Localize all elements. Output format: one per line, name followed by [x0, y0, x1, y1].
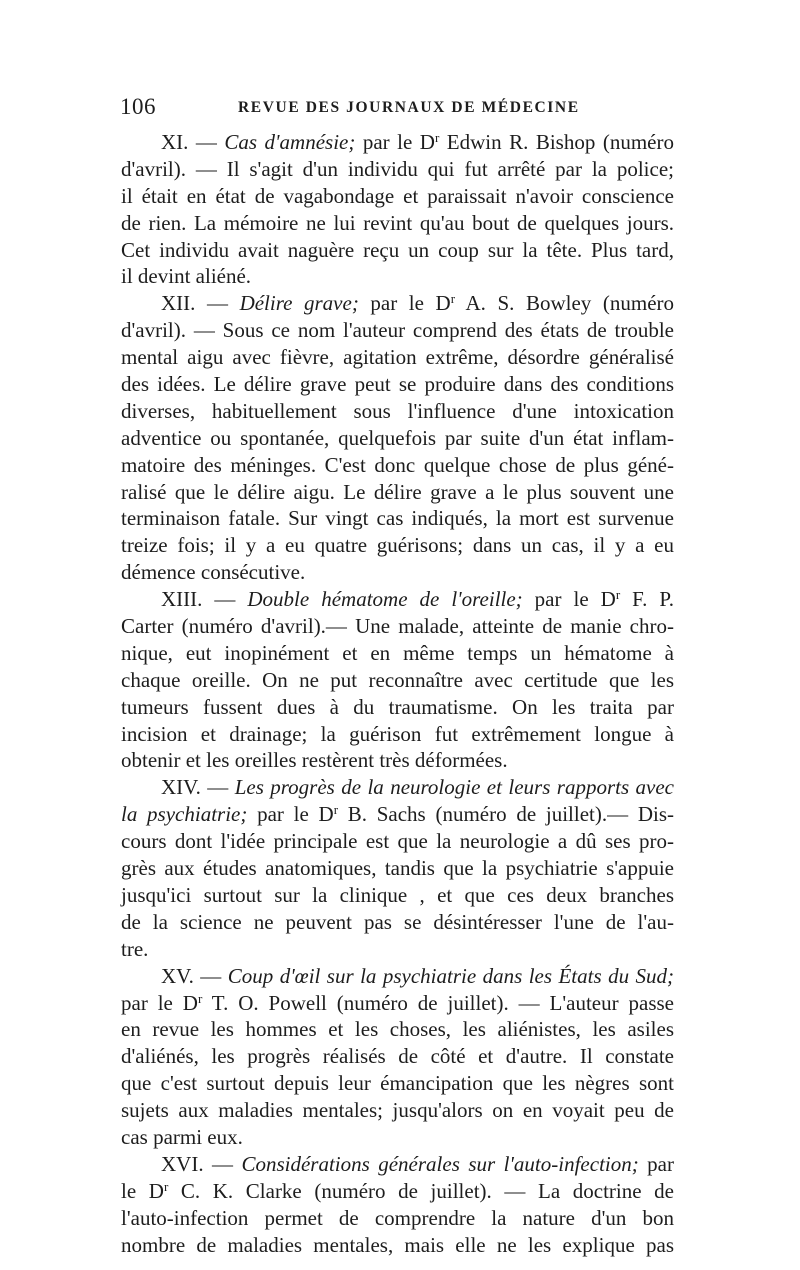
text-line — [121, 129, 674, 156]
text-run: T. O. Powell (numéro de juillet). — L'auteur passe — [202, 990, 675, 1015]
text-run: par le D — [522, 587, 616, 612]
italic-title: la psychiatrie; — [121, 802, 248, 827]
superscript: r — [434, 130, 440, 145]
text-run: XIV. — — [161, 775, 235, 800]
text-run: le D — [121, 1178, 164, 1203]
text-run: incision et drainage; la guérison fut extrêmement longue à — [121, 721, 674, 746]
text-run: XI. — — [161, 130, 225, 154]
text-run: démence consécutive. — [121, 560, 306, 585]
text-run: il était en état de vagabondage et paraissait n'avoir conscience — [121, 183, 674, 208]
text-run: diverses, habituellement sous l'influence d'une intoxication — [121, 398, 674, 423]
text-run: jusqu'ici surtout sur la clinique , et que ces deux branches — [121, 882, 674, 907]
text-run: Cet individu avait naguère reçu un coup sur la tête. Plus tard, — [121, 237, 674, 262]
text-line — [121, 667, 674, 694]
italic-title: Coup d'œil sur la psychiatrie dans les États du Sud; — [227, 963, 675, 988]
text-line — [121, 909, 674, 936]
text-line — [121, 1124, 674, 1151]
text-run: en revue les hommes et les choses, les aliénistes, les asiles — [121, 1017, 674, 1042]
text-run: chaque oreille. On ne put reconnaître avec certitude que les — [121, 667, 674, 692]
text-line — [121, 694, 674, 721]
text-line — [121, 855, 674, 882]
text-line — [121, 559, 674, 586]
text-run: cours dont l'idée principale est que la neurologie a dû ses pro- — [121, 829, 674, 854]
text-run: de rien. La mémoire ne lui revint qu'au bout de quelques jours. — [121, 210, 674, 235]
text-run: par le D — [355, 130, 435, 154]
text-line — [121, 747, 674, 774]
text-run: par le D — [247, 802, 334, 827]
text-run: il devint aliéné. — [121, 264, 252, 289]
text-line — [121, 1097, 674, 1124]
text-line — [121, 532, 674, 559]
text-run: B. Sachs (numéro de juillet).— Dis- — [338, 802, 674, 827]
text-run: XVI. — — [161, 1151, 242, 1176]
text-run: nique, eut inopinément et en même temps un hématome à — [121, 640, 674, 665]
text-line — [121, 1070, 674, 1097]
text-line — [121, 371, 674, 398]
text-run: mental aigu avec fièvre, agitation extrême, désordre généralisé — [121, 345, 674, 370]
text-line — [121, 1043, 674, 1070]
superscript: r — [450, 291, 456, 307]
text-line — [121, 990, 674, 1017]
text-line — [121, 963, 674, 990]
text-line — [121, 1205, 674, 1232]
text-run: d'avril). — Il s'agit d'un individu qui fut arrêté par la police; — [121, 156, 674, 181]
page-number: 106 — [120, 94, 156, 119]
text-line — [121, 1232, 674, 1259]
text-line — [121, 801, 674, 828]
text-run: treize fois; il y a eu quatre guérisons; dans un cas, il y a eu — [121, 533, 674, 558]
text-run: grès aux études anatomiques, tandis que la psychiatrie s'appuie — [121, 856, 674, 881]
text-line — [121, 613, 674, 640]
text-run: obtenir et les oreilles restèrent très déformées. — [121, 748, 508, 773]
text-run: Edwin R. Bishop (numéro — [439, 130, 674, 154]
text-line — [121, 263, 674, 290]
text-line — [121, 828, 674, 855]
text-run: tre. — [121, 936, 149, 961]
text-run: adventice ou spontanée, quelquefois par suite d'un état inflam- — [121, 425, 674, 450]
text-run: Carter (numéro d'avril).— Une malade, atteinte de manie chro- — [121, 614, 674, 639]
running-head: REVUE DES JOURNAUX DE MÉDECINE — [238, 99, 580, 116]
text-run: par — [638, 1151, 674, 1176]
text-line — [121, 640, 674, 667]
text-run: par le D — [121, 990, 198, 1015]
text-run: A. S. Bowley (numéro — [455, 291, 675, 316]
superscript: r — [615, 587, 621, 603]
text-run: XIII. — — [161, 587, 248, 612]
text-run: cas parmi eux. — [121, 1124, 243, 1149]
text-line — [121, 936, 674, 963]
text-run: ralisé que le délire aigu. Le délire grave a le plus souvent une — [121, 479, 674, 504]
text-run: matoire des méninges. C'est donc quelque chose de plus géné- — [121, 452, 674, 477]
text-run: terminaison fatale. Sur vingt cas indiqués, la mort est survenue — [121, 506, 674, 531]
italic-title: Considérations générales sur l'auto-infection; — [241, 1151, 639, 1176]
text-line — [121, 882, 674, 909]
text-run: d'avril). — Sous ce nom l'auteur comprend des états de trouble — [121, 318, 674, 343]
text-line — [121, 452, 674, 479]
text-line — [121, 183, 674, 210]
text-run: XII. — — [161, 291, 240, 316]
text-line — [121, 505, 674, 532]
text-line — [121, 398, 674, 425]
text-run: F. P. — [620, 587, 674, 612]
text-line — [121, 1016, 674, 1043]
text-run: par le D — [358, 291, 451, 316]
text-line — [121, 479, 674, 506]
text-run: C. K. Clarke (numéro de juillet). — La doctrine de — [168, 1178, 674, 1203]
superscript: r — [197, 990, 203, 1006]
text-line — [121, 156, 674, 183]
text-run: tumeurs fussent dues à du traumatisme. On les traita par — [121, 694, 674, 719]
italic-title: Double hématome de l'oreille; — [247, 587, 523, 612]
text-line — [121, 586, 674, 613]
italic-title: Les progrès de la neurologie et leurs rapports avec — [234, 775, 674, 800]
italic-title: Cas d'amnésie; — [224, 130, 356, 154]
text-run: de la science ne peuvent pas se désintéresser l'une de l'au- — [121, 909, 674, 934]
italic-title: Délire grave; — [239, 291, 359, 316]
text-run: des idées. Le délire grave peut se produire dans des conditions — [121, 372, 674, 397]
text-run: d'aliénés, les progrès réalisés de côté et d'autre. Il constate — [121, 1044, 674, 1069]
superscript: r — [163, 1178, 169, 1194]
text-line — [121, 1151, 674, 1178]
text-line — [121, 721, 674, 748]
text-run: XV. — — [161, 963, 228, 988]
text-line — [121, 425, 674, 452]
text-line — [121, 774, 674, 801]
text-run: sujets aux maladies mentales; jusqu'alors on en voyait peu de — [121, 1098, 674, 1123]
page-header — [120, 94, 680, 124]
superscript: r — [333, 802, 339, 818]
text-run: nombre de maladies mentales, mais elle ne les explique pas — [121, 1232, 674, 1257]
body-text — [121, 129, 674, 1258]
text-line — [121, 317, 674, 344]
text-line — [121, 210, 674, 237]
text-line — [121, 237, 674, 264]
text-line — [121, 290, 674, 317]
text-run: l'auto-infection permet de comprendre la nature d'un bon — [121, 1205, 674, 1230]
text-line — [121, 1178, 674, 1205]
text-line — [121, 344, 674, 371]
text-run: que c'est surtout depuis leur émancipation que les nègres sont — [121, 1071, 674, 1096]
